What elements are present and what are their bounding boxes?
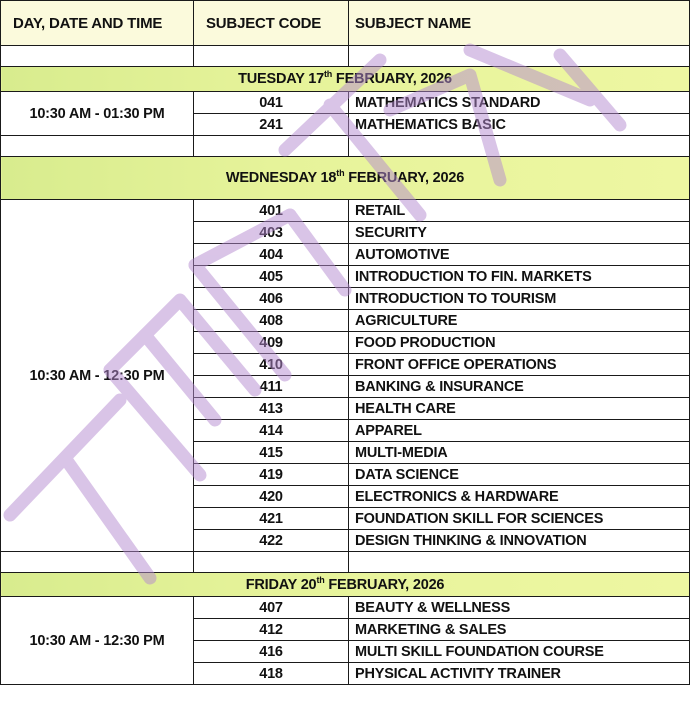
subject-code: 413 — [194, 398, 349, 420]
subject-code: 407 — [194, 597, 349, 619]
subject-row — [1, 200, 690, 222]
exam-time: 10:30 AM - 12:30 PM — [1, 597, 194, 685]
subject-name: MARKETING & SALES — [349, 619, 690, 641]
header-subject-name: SUBJECT NAME — [349, 1, 690, 46]
subject-name: FOOD PRODUCTION — [349, 332, 690, 354]
subject-code: 414 — [194, 420, 349, 442]
exam-time: 10:30 AM - 12:30 PM — [1, 200, 194, 552]
subject-name: DATA SCIENCE — [349, 464, 690, 486]
subject-code: 415 — [194, 442, 349, 464]
subject-code: 420 — [194, 486, 349, 508]
day-date-heading — [1, 157, 690, 200]
empty-cell — [194, 46, 349, 67]
subject-code: 041 — [194, 92, 349, 114]
ordinal-suffix: th — [336, 168, 345, 179]
empty-cell — [1, 136, 194, 157]
subject-name: BEAUTY & WELLNESS — [349, 597, 690, 619]
datesheet-body — [1, 46, 690, 685]
spacer-row — [1, 552, 690, 573]
day-band-row — [1, 67, 690, 92]
empty-cell — [349, 46, 690, 67]
subject-code: 412 — [194, 619, 349, 641]
day-date-text: FRIDAY 20 — [245, 576, 317, 593]
subject-code: 401 — [194, 200, 349, 222]
subject-name: APPAREL — [349, 420, 690, 442]
subject-name: AGRICULTURE — [349, 310, 690, 332]
subject-name: PHYSICAL ACTIVITY TRAINER — [349, 663, 690, 685]
subject-code: 403 — [194, 222, 349, 244]
subject-name: MATHEMATICS BASIC — [349, 114, 690, 136]
empty-cell — [349, 552, 690, 573]
day-date-text: TUESDAY 17 — [238, 71, 324, 87]
subject-name: RETAIL — [349, 200, 690, 222]
empty-cell — [194, 136, 349, 157]
subject-name: MATHEMATICS STANDARD — [349, 92, 690, 114]
subject-code: 418 — [194, 663, 349, 685]
subject-code: 406 — [194, 288, 349, 310]
empty-cell — [194, 552, 349, 573]
subject-code: 416 — [194, 641, 349, 663]
subject-name: SECURITY — [349, 222, 690, 244]
header-row — [1, 1, 690, 46]
subject-code: 422 — [194, 530, 349, 552]
day-band-row — [1, 157, 690, 200]
day-date-heading — [1, 67, 690, 92]
header-subject-code: SUBJECT CODE — [194, 1, 349, 46]
month-year-text: FEBRUARY, 2026 — [332, 71, 452, 87]
empty-cell — [349, 136, 690, 157]
spacer-row — [1, 46, 690, 67]
subject-code: 404 — [194, 244, 349, 266]
day-date-heading — [1, 573, 690, 597]
subject-name: FOUNDATION SKILL FOR SCIENCES — [349, 508, 690, 530]
subject-name: INTRODUCTION TO FIN. MARKETS — [349, 266, 690, 288]
subject-name: MULTI SKILL FOUNDATION COURSE — [349, 641, 690, 663]
subject-name: FRONT OFFICE OPERATIONS — [349, 354, 690, 376]
subject-code: 421 — [194, 508, 349, 530]
subject-name: INTRODUCTION TO TOURISM — [349, 288, 690, 310]
subject-code: 241 — [194, 114, 349, 136]
ordinal-suffix: th — [323, 69, 333, 80]
empty-cell — [1, 46, 194, 67]
subject-row — [1, 597, 690, 619]
subject-code: 419 — [194, 464, 349, 486]
subject-name: DESIGN THINKING & INNOVATION — [349, 530, 690, 552]
subject-name: MULTI-MEDIA — [349, 442, 690, 464]
subject-code: 409 — [194, 332, 349, 354]
ordinal-suffix: th — [316, 574, 325, 585]
empty-cell — [1, 552, 194, 573]
month-year-text: FEBRUARY, 2026 — [324, 576, 445, 593]
spacer-row — [1, 136, 690, 157]
subject-name: ELECTRONICS & HARDWARE — [349, 486, 690, 508]
day-date-text: WEDNESDAY 18 — [225, 170, 337, 186]
month-year-text: FEBRUARY, 2026 — [344, 170, 465, 186]
subject-name: BANKING & INSURANCE — [349, 376, 690, 398]
subject-code: 408 — [194, 310, 349, 332]
exam-time: 10:30 AM - 01:30 PM — [1, 92, 194, 136]
subject-code: 411 — [194, 376, 349, 398]
header-day-date-time: DAY, DATE AND TIME — [1, 1, 194, 46]
subject-row — [1, 92, 690, 114]
day-band-row — [1, 573, 690, 597]
subject-name: HEALTH CARE — [349, 398, 690, 420]
subject-code: 405 — [194, 266, 349, 288]
subject-code: 410 — [194, 354, 349, 376]
subject-name: AUTOMOTIVE — [349, 244, 690, 266]
